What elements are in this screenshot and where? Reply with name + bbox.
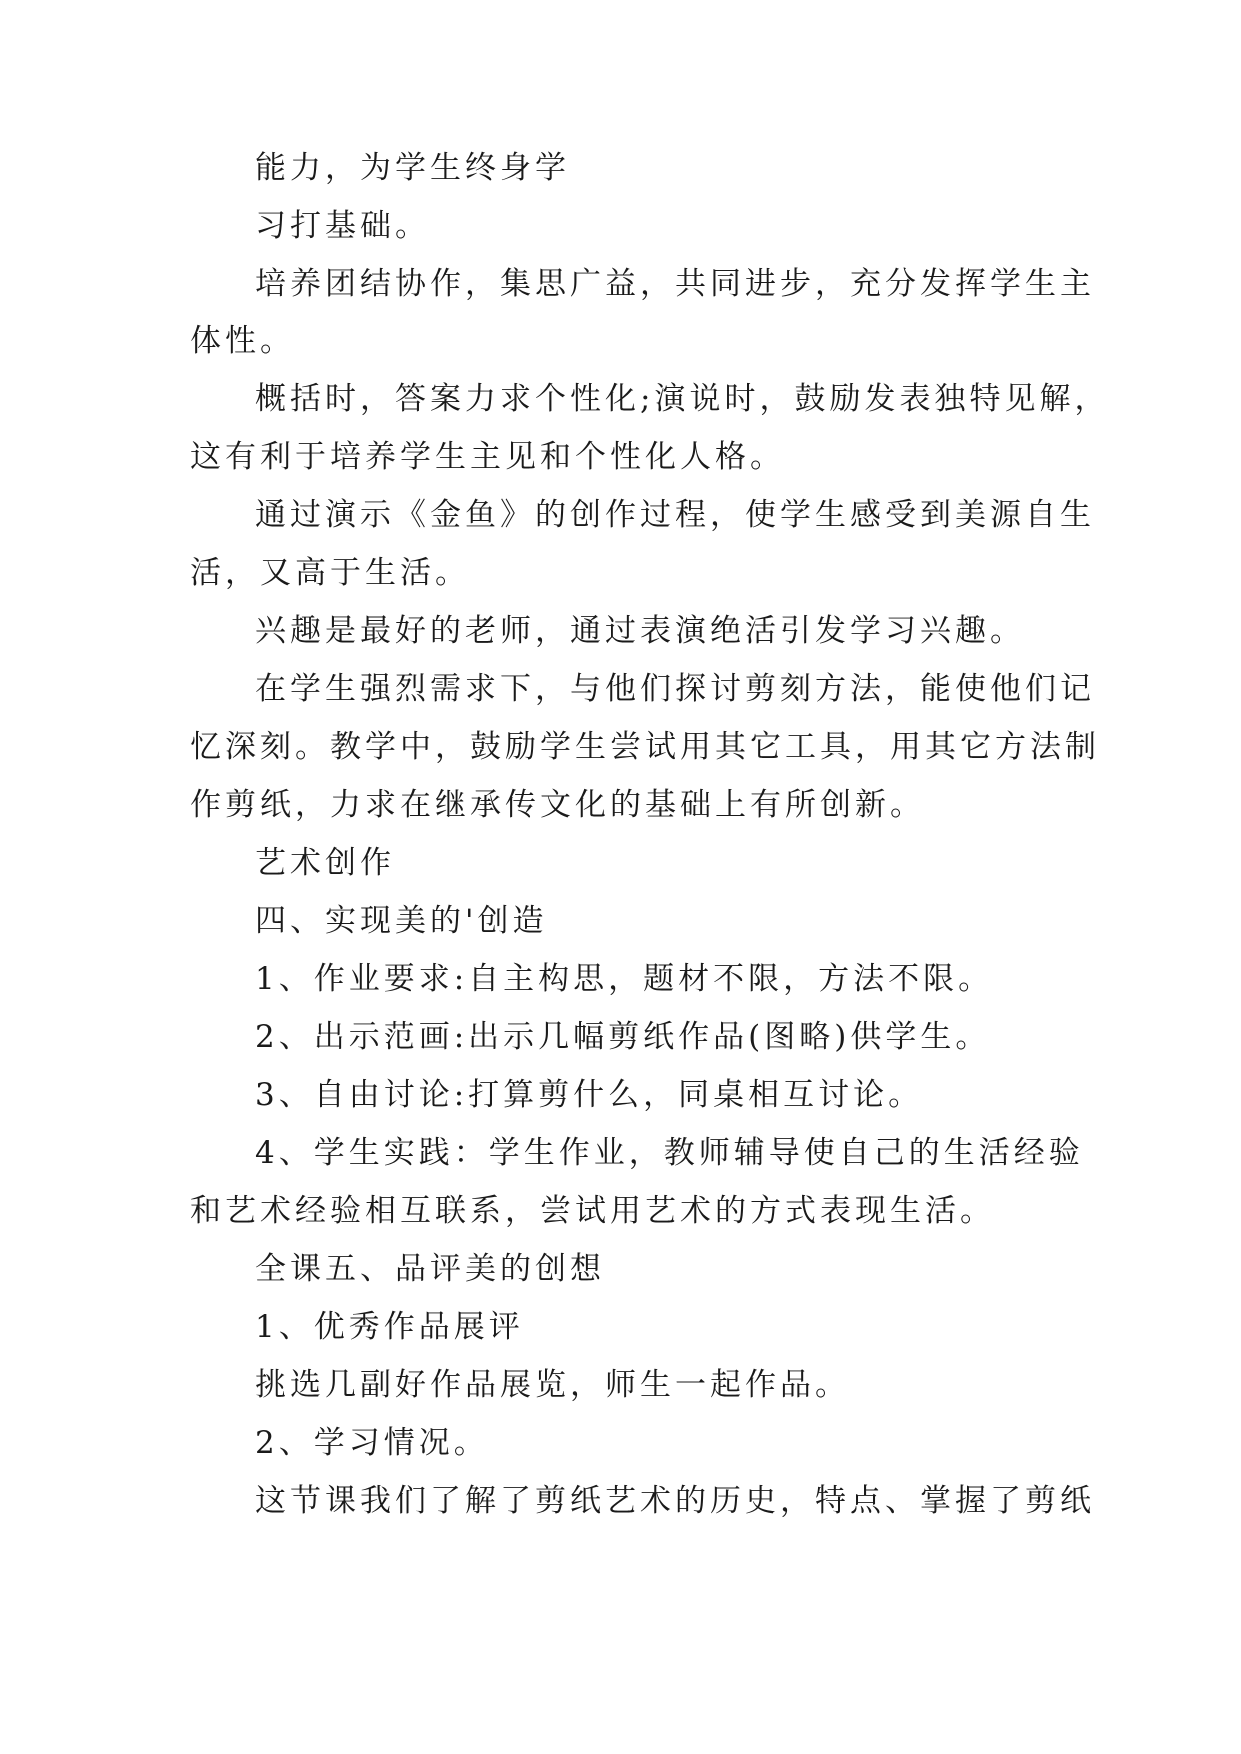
text-line: 挑选几副好作品展览，师生一起作品。 <box>255 1367 850 1403</box>
text-line: 习打基础。 <box>255 208 430 244</box>
text-line: 全课五、品评美的创想 <box>255 1251 605 1287</box>
text-line: 能力，为学生终身学 <box>255 150 570 186</box>
text-line: 作剪纸，力求在继承传文化的基础上有所创新。 <box>190 787 925 823</box>
text-line: 忆深刻。教学中，鼓励学生尝试用其它工具，用其它方法制 <box>190 729 1100 765</box>
text-line: 4、学生实践：学生作业，教师辅导使自己的生活经验 <box>255 1135 1084 1171</box>
text-line: 1、作业要求:自主构思，题材不限，方法不限。 <box>255 961 994 997</box>
text-line: 在学生强烈需求下，与他们探讨剪刻方法，能使他们记 <box>255 671 1095 707</box>
text-line: 艺术创作 <box>255 845 395 881</box>
text-line: 体性。 <box>190 323 295 359</box>
text-line: 活，又高于生活。 <box>190 555 470 591</box>
text-line: 通过演示《金鱼》的创作过程，使学生感受到美源自生 <box>255 497 1095 533</box>
text-line: 这节课我们了解了剪纸艺术的历史，特点、掌握了剪纸 <box>255 1483 1095 1519</box>
text-line: 兴趣是最好的老师，通过表演绝活引发学习兴趣。 <box>255 613 1025 649</box>
text-line: 这有利于培养学生主见和个性化人格。 <box>190 439 785 475</box>
text-line: 四、实现美的'创造 <box>255 903 548 939</box>
text-line: 培养团结协作，集思广益，共同进步，充分发挥学生主 <box>255 266 1095 302</box>
text-line: 2、出示范画:出示几幅剪纸作品(图略)供学生。 <box>255 1019 991 1055</box>
text-line: 2、学习情况。 <box>255 1425 489 1461</box>
text-line: 1、优秀作品展评 <box>255 1309 524 1345</box>
text-line: 3、自由讨论:打算剪什么，同桌相互讨论。 <box>255 1077 924 1113</box>
text-line: 概括时，答案力求个性化;演说时，鼓励发表独特见解， <box>255 381 1110 417</box>
text-line: 和艺术经验相互联系，尝试用艺术的方式表现生活。 <box>190 1193 995 1229</box>
